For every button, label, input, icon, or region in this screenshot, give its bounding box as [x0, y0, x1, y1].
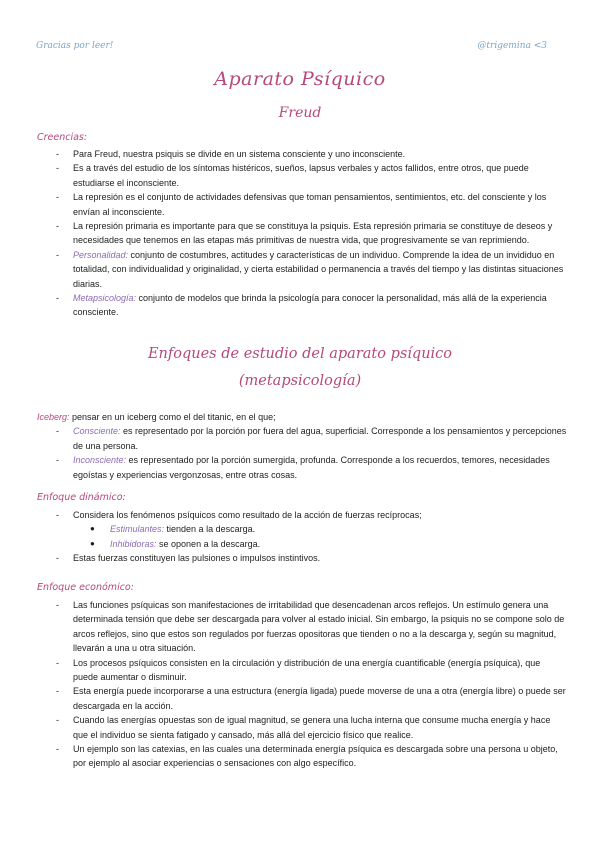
- dash-marker: -: [56, 510, 59, 520]
- list-item: [37, 508, 567, 522]
- dash-marker: -: [56, 293, 59, 304]
- bullet-marker: ●: [90, 538, 95, 548]
- dash-marker: -: [56, 455, 59, 466]
- dinamico-list: [37, 508, 567, 566]
- list-item: [37, 219, 567, 248]
- dash-marker: -: [56, 744, 59, 755]
- list-item: [37, 551, 567, 565]
- sub-list-item: [37, 522, 567, 536]
- list-item: [37, 684, 567, 713]
- list-item-text: es representado por la porción por fuera del agua, superficial. Corresponde a los pensamientos y percepciones de una persona.: [73, 426, 567, 451]
- creencias-list: [37, 147, 567, 320]
- sub-list-item-text: se oponen a la descarga.: [156, 538, 261, 549]
- dash-marker: -: [56, 553, 59, 564]
- dash-marker: -: [56, 686, 59, 697]
- list-item: [37, 656, 567, 685]
- list-item-text: Para Freud, nuestra psiquis se divide en un sistema consciente y uno inconsciente.: [73, 149, 406, 159]
- list-item-text: Cuando las energías opuestas son de igual magnitud, se genera una lucha interna que consume mucha energía y hace que el individuo se sienta fatigado y cansado, más allá del ejercicio físico que realice.: [73, 715, 551, 740]
- term-consciente: Consciente:: [73, 426, 121, 437]
- section-title-enfoques: Enfoques de estudio del aparato psíquico: [147, 346, 453, 362]
- term-inhibidoras: Inhibidoras:: [110, 538, 157, 549]
- dash-marker: -: [56, 221, 59, 232]
- list-item-text: es representado por la porción sumergida, profunda. Corresponde a los recuerdos, temores, necesidades egoístas y experiencias vergonzosas, entre otras cosas.: [73, 455, 550, 480]
- section-heading-dinamico: Enfoque dinámico:: [37, 492, 126, 503]
- list-item-text: Esta energía puede incorporarse a una estructura (energía ligada) puede moverse de una a otra (energía libre) o puede ser descargada en la acción.: [73, 686, 566, 711]
- term-personalidad: Personalidad:: [73, 249, 129, 260]
- dash-marker: -: [56, 249, 59, 260]
- sub-list-item: [37, 537, 567, 551]
- list-item-text: Las funciones psíquicas son manifestaciones de irritabilidad que desencadenan arcos reflejos. Un estímulo genera una determinada tensión que debe ser descargada para volver al estado inicial. Sin embargo, la psiquis no se compone solo de arcos reflejos, sino que estos son regulados por fuerzas opositoras que tienden o no a la descarga y, según su magnitud, llevarán a una u otra situación.: [73, 600, 565, 654]
- dash-marker: -: [56, 715, 59, 726]
- bullet-marker: ●: [90, 524, 95, 534]
- section-title-metapsicologia: (metapsicología): [238, 373, 362, 389]
- list-item-text: Un ejemplo son las catexias, en las cuales una determinada energía psíquica es descargada sobre una persona u objeto, por ejemplo al asociar experiencias o sensaciones con algo específico.: [73, 744, 558, 769]
- term-metapsicologia: Metapsicología:: [73, 293, 137, 304]
- dash-marker: -: [56, 657, 59, 668]
- list-item-text: Los procesos psíquicos consisten en la circulación y distribución de una energía cuantificable (energía psíquica), que puede aumentar o disminuir.: [73, 657, 541, 683]
- dash-marker: -: [56, 163, 59, 174]
- economico-list: [37, 598, 567, 771]
- iceberg-intro-text: pensar en un iceberg como el del titanic, en el que;: [69, 412, 276, 422]
- section-heading-creencias: Creencias:: [37, 132, 88, 143]
- list-item: [37, 147, 567, 161]
- list-item: [37, 291, 567, 320]
- list-item-text: conjunto de modelos que brinda la psicología para conocer la personalidad, más allá de la experiencia consciente.: [73, 293, 547, 318]
- iceberg-block: [37, 410, 567, 482]
- list-item-text: conjunto de costumbres, actitudes y características de un individuo. Comprende la idea de un invididuo en totalidad, con individualidad y originalidad, y cierta estabilidad o permanencia a través del tiempo y las distintas situaciones diarias.: [73, 249, 564, 289]
- page-subtitle: Freud: [278, 105, 322, 121]
- section-heading-economico: Enfoque económico:: [37, 582, 134, 593]
- dash-marker: -: [56, 192, 59, 203]
- list-item: [37, 453, 567, 482]
- list-item-text: Estas fuerzas constituyen las pulsiones o impulsos instintivos.: [73, 553, 321, 564]
- dash-marker: -: [56, 600, 59, 610]
- list-item-text: Considera los fenómenos psíquicos como resultado de la acción de fuerzas recíprocas;: [73, 510, 422, 520]
- list-item: [37, 190, 567, 219]
- list-item-text: La represión primaria es importante para que se constituya la psiquis. Esta represión primaria se constituye de deseos y necesidades que tenemos en las etapas más primitivas de nuestra vida, que progresivamente se van reprimiendo.: [73, 221, 553, 246]
- list-item-text: Es a través del estudio de los síntomas histéricos, sueños, lapsus verbales y actos fallidos, entre otros, que puede estudiarse el inconsciente.: [73, 163, 529, 188]
- sub-list-item-text: tienden a la descarga.: [164, 524, 256, 535]
- term-estimulantes: Estimulantes:: [110, 524, 165, 535]
- term-inconsciente: Inconsciente:: [73, 455, 127, 466]
- list-item: [37, 424, 567, 453]
- list-item: [37, 161, 567, 190]
- dash-marker: -: [56, 426, 59, 437]
- page-title: Aparato Psíquico: [214, 68, 386, 90]
- list-item: [37, 248, 567, 291]
- header-left-note: Gracias por leer!: [36, 41, 114, 51]
- dash-marker: -: [56, 149, 59, 159]
- list-item: [37, 742, 567, 771]
- iceberg-intro: [37, 410, 567, 424]
- section-heading-iceberg: Iceberg:: [37, 412, 70, 422]
- header-right-handle: @trigemina <3: [477, 41, 547, 51]
- list-item: [37, 713, 567, 742]
- list-item-text: La represión es el conjunto de actividades defensivas que toman pensamientos, sentimientos, etc. del consciente y los envían al inconsciente.: [73, 192, 547, 217]
- list-item: [37, 598, 567, 656]
